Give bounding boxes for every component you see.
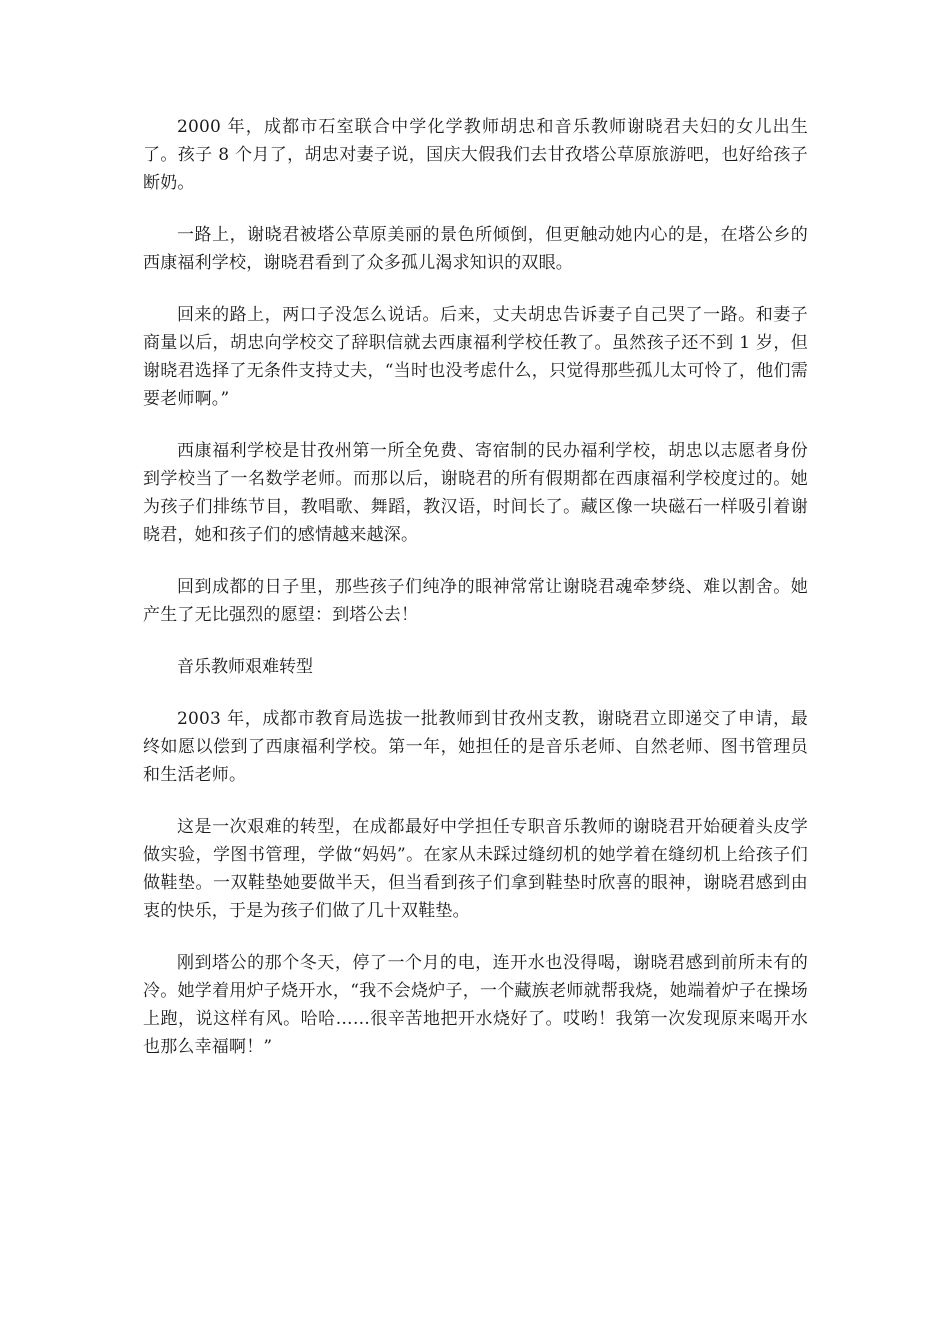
paragraph-8: 刚到塔公的那个冬天，停了一个月的电，连开水也没得喝，谢晓君感到前所未有的冷。她学着用炉子烧开水，“我不会烧炉子，一个藏族老师就帮我烧，她端着炉子在操场上跑，说这样有风。哈哈……很辛苦地把开水烧好了。哎哟！我第一次发现原来喝开水也那么幸福啊！” — [143, 953, 808, 1057]
article-body — [143, 113, 808, 1085]
paragraph-2: 一路上，谢晓君被塔公草原美丽的景色所倾倒，但更触动她内心的是，在塔公乡的西康福利学校，谢晓君看到了众多孤儿渴求知识的双眼。 — [143, 225, 808, 273]
paragraph-7: 这是一次艰难的转型，在成都最好中学担任专职音乐教师的谢晓君开始硬着头皮学做实验，学图书管理，学做“妈妈”。在家从未踩过缝纫机的她学着在缝纫机上给孩子们做鞋垫。一双鞋垫她要做半天，但当看到孩子们拿到鞋垫时欣喜的眼神，谢晓君感到由衷的快乐，于是为孩子们做了几十双鞋垫。 — [143, 817, 808, 921]
paragraph-6: 2003 年，成都市教育局选拔一批教师到甘孜州支教，谢晓君立即递交了申请，最终如愿以偿到了西康福利学校。第一年，她担任的是音乐老师、自然老师、图书管理员和生活老师。 — [143, 709, 808, 785]
paragraph-1: 2000 年，成都市石室联合中学化学教师胡忠和音乐教师谢晓君夫妇的女儿出生了。孩子 8 个月了，胡忠对妻子说，国庆大假我们去甘孜塔公草原旅游吧，也好给孩子断奶。 — [143, 117, 808, 193]
section-heading: 音乐教师艰难转型 — [177, 657, 313, 677]
paragraph-3: 回来的路上，两口子没怎么说话。后来，丈夫胡忠告诉妻子自己哭了一路。和妻子商量以后，胡忠向学校交了辞职信就去西康福利学校任教了。虽然孩子还不到 1 岁，但谢晓君选择了无条件支持丈夫，“当时也没考虑什么，只觉得那些孤儿太可怜了，他们需要老师啊。” — [143, 305, 808, 409]
paragraph-4: 西康福利学校是甘孜州第一所全免费、寄宿制的民办福利学校，胡忠以志愿者身份到学校当了一名数学老师。而那以后，谢晓君的所有假期都在西康福利学校度过的。她为孩子们排练节目，教唱歌、舞蹈，教汉语，时间长了。藏区像一块磁石一样吸引着谢晓君，她和孩子们的感情越来越深。 — [143, 441, 808, 545]
paragraph-5: 回到成都的日子里，那些孩子们纯净的眼神常常让谢晓君魂牵梦绕、难以割舍。她产生了无比强烈的愿望：到塔公去！ — [143, 577, 808, 625]
